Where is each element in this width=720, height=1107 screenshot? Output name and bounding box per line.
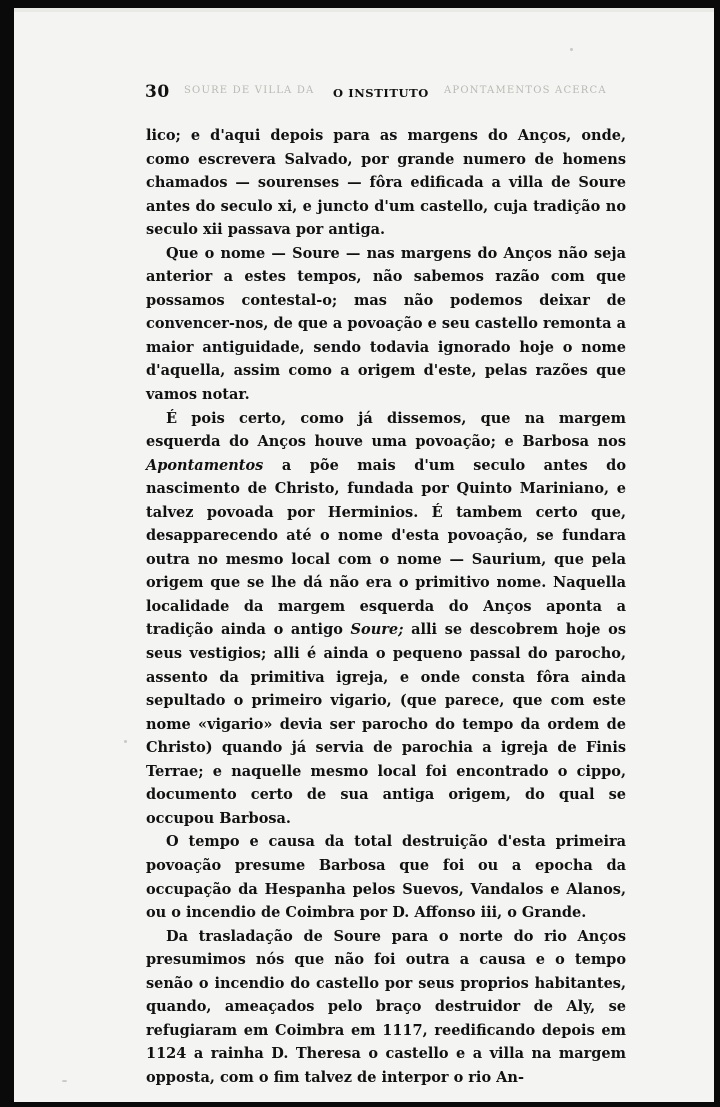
page-number: 30 [145, 82, 170, 102]
paragraph: O tempo e causa da total destruição d'esta primeira povoação presume Barbosa que foi ou a epocha da occupação da Hespanha pelos Suevos, Vandalos e Alanos, ou o incendio de Coimbra por D. Affonso iii, o Grande. [146, 833, 626, 922]
paper-speck [62, 1080, 67, 1082]
paragraph: Que o nome — Soure — nas margens do Anços não seja anterior a estes tempos, não sabemos razão com que possamos contestal-o; mas não podemos deixar de convencer-nos, de que a povoação e seu castello remonta a maior antiguidade, sendo todavia ignorado hoje o nome d'aquella, assim como a origem d'este, pelas razões que vamos notar. [146, 244, 626, 404]
paper-speck [124, 740, 127, 743]
book-page [14, 8, 714, 1102]
paragraph: lico; e d'aqui depois para as margens do Anços, onde, como escrevera Salvado, por grande numero de homens chamados — sourenses — fôra edificada a villa de Soure antes do seculo xi, e juncto d'um castello, cuja tradição no seculo xii passava por antiga. [146, 127, 626, 239]
page-header [145, 82, 625, 106]
bleed-through-right: APONTAMENTOS ACERCA [444, 85, 607, 96]
paragraph-text: É pois certo, como já dissemos, que na margem esquerda do Anços houve uma povoação; e Barbosa nos [146, 409, 626, 451]
body-text [146, 124, 626, 1089]
paragraph-text: alli se descobrem hoje os seus vestigios; alli é ainda o pequeno passal do parocho, assento da primitiva igreja, e onde consta fôra ainda sepultado o primeiro vigario, (que parece, que com este nome «vigario» devia ser parocho do tempo da ordem de Christo) quando já servia de parochia a igreja de Finis Terrae; e naquelle mesmo local foi encontrado o cippo, documento certo de sua antiga origem, do qual se occupou Barbosa. [146, 621, 626, 827]
running-title: O INSTITUTO [333, 86, 429, 100]
paragraph-text: a põe mais d'um seculo antes do nascimento de Christo, fundada por Quinto Mariniano, e talvez povoada por Herminios. É tambem certo que, desapparecendo até o nome d'esta povoação, se fundara outra no mesmo local com o nome — Saurium, que pela origem que se lhe dá não era o primitivo nome. Naquella localidade da margem esquerda do Anços aponta a tradição ainda o antigo [146, 456, 626, 639]
italic-place: Soure; [350, 621, 404, 639]
bleed-through-left: SOURE DE VILLA DA [184, 85, 315, 96]
paragraph [146, 407, 626, 831]
paper-speck [570, 48, 573, 51]
italic-title: Apontamentos [146, 456, 264, 474]
page-edge [14, 8, 714, 12]
paragraph: Da trasladação de Soure para o norte do rio Anços presumimos nós que não foi outra a causa e o tempo senão o incendio do castello por seus proprios habitantes, quando, ameaçados pelo braço destruidor de Aly, se refugiaram em Coimbra em 1117, reedificando depois em 1124 a rainha D. Theresa o castello e a villa na margem opposta, com o fim talvez de interpor o rio An- [146, 927, 626, 1086]
